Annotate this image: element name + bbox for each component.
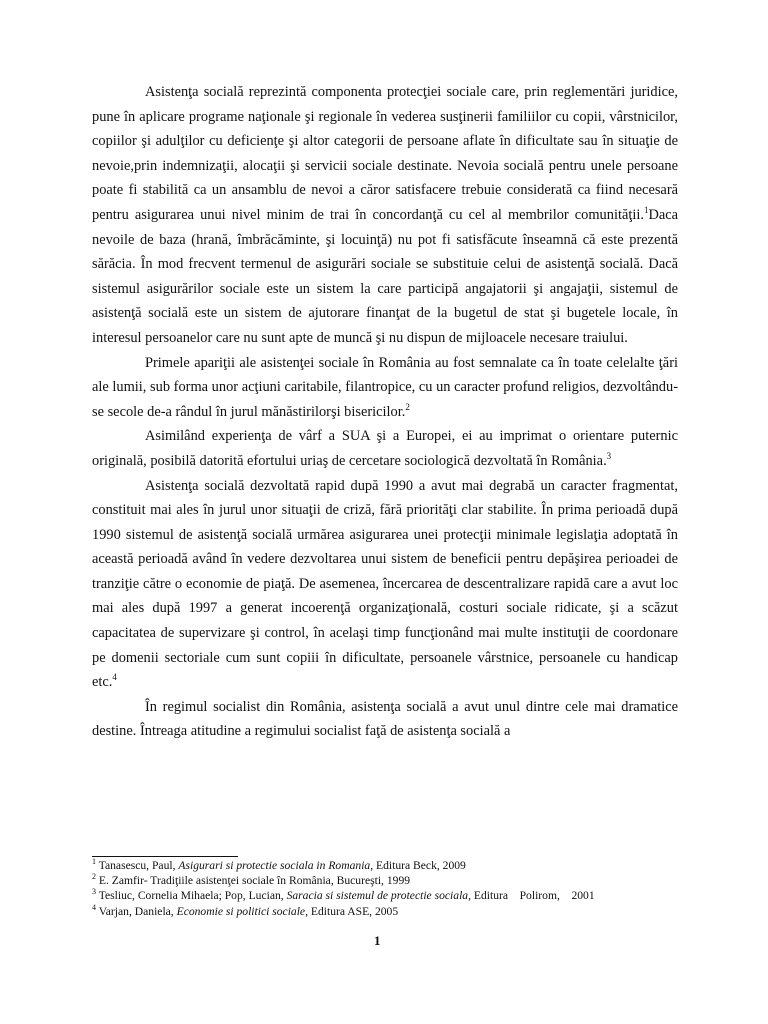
paragraph-text: Daca nevoile de baza (hrană, îmbrăcăminte, şi locuinţă) nu pot fi satisfăcute înseamnă că este prezentă sărăcia. În mod frecvent termenul de asigurări sociale se substituie celui de asistenţă socială. Dacă sistemul asigurărilor sociale este un sistem la care participă angajatorii şi angajaţii, sistemul de asistenţă socială este un sistem de ajutorare finanţat de la bugetul de stat şi bugetele locale, în interesul persoanelor care nu sunt apte de muncă şi nu dispun de mijloacele necesare traiului. [92, 206, 678, 346]
paragraph-text: Primele apariţii ale asistenţei sociale în România au fost semnalate ca în toate celelalte ţări ale lumii, sub forma unor acţiuni caritabile, filantropice, cu un caracter profund religios, dezvoltându-se secole de-a rândul în jurul mănăstirilorşi bisericilor. [92, 354, 678, 420]
page-number: 1 [374, 933, 381, 948]
footnote [92, 858, 692, 873]
footnote-text: Editura ASE, 2005 [307, 904, 399, 918]
paragraph-text: Asistenţa socială reprezintă componenta protecţiei sociale care, prin reglementări juridice, pune în aplicare programe naţionale şi regionale în vederea susţinerii familiilor cu copii, vârstnicilor, copiilor şi adulţilor cu deficienţe şi altor categorii de persoane aflate în dificultate sau în situaţie de nevoie,prin indemnizaţii, alocaţii şi servicii sociale destinate. Nevoia socială pentru unele persoane poate fi stabilită ca un ansamblu de nevoi a căror satisfacere trebuie considerată ca fiind necesară pentru asigurarea unui nivel minim de trai în concordanţă cu cel al membrilor comunităţii. [92, 84, 678, 223]
footnote-separator [92, 856, 238, 857]
footnote [92, 888, 692, 903]
footnote-number: 1 [92, 857, 96, 867]
paragraph [92, 474, 678, 695]
footnote-text: Editura Polirom, 2001 [470, 889, 595, 903]
footnote-reference: 2 [405, 401, 410, 412]
footnote-text: , Editura Beck, 2009 [370, 859, 466, 872]
footnote-reference: 1 [643, 205, 649, 216]
footnote-number: 2 [92, 872, 96, 882]
footnote-title: Economie si politici sociale, [176, 904, 308, 918]
footnote-number: 4 [92, 902, 96, 912]
footnote-title: Asigurari si protectie sociala in Romania [178, 859, 371, 872]
paragraph-text: Asistenţa socială dezvoltată rapid după 1990 a avut mai degrabă un caracter fragmentat, constituit mai ales în jurul unor situaţii de criză, fără priorităţi clar stabilite. În prima perioadă după 1990 sistemul de asistenţă socială urmărea asigurarea unei protecţii minimale legislaţia adoptată în această perioadă având în vedere dezvoltarea unui sistem de beneficii pentru depăşirea perioadei de tranziţie către o economie de piaţă. De asemenea, încercarea de descentralizare rapidă care a avut loc mai ales după 1997 a generat incoerenţă organizaţională, costuri sociale ridicate, şi a scăzut capacitatea de supervizare şi control, în acelaşi timp funcţionând mai multe instituţii de coordonare pe domenii sectoriale cum sunt copiii în dificultate, persoanele vârstnice, persoanele cu handicap etc. [92, 477, 678, 691]
paragraph [92, 695, 678, 744]
footnote-title: Saracia si sistemul de protectie sociala, [286, 889, 471, 903]
footnote-text: E. Zamfir- Tradiţiile asistenţei sociale în România, Bucureşti, 1999 [98, 874, 411, 888]
body-text [92, 80, 678, 744]
footnote [92, 873, 692, 888]
paragraph [92, 351, 678, 425]
paragraph-text: În regimul socialist din România, asistenţa socială a avut unul dintre cele mai dramatice destine. Întreaga atitudine a regimului socialist faţă de asistenţa socială a [92, 698, 678, 740]
paragraph [92, 80, 678, 351]
paragraph [92, 424, 678, 473]
footnotes [92, 858, 692, 919]
footnote-number: 3 [92, 887, 96, 897]
footnote-reference: 3 [606, 451, 612, 462]
footnote-text: Varjan, Daniela, [98, 904, 177, 918]
footnote-text: Tesliuc, Cornelia Mihaela; Pop, Lucian, [98, 889, 287, 903]
footnote [92, 904, 692, 919]
footnote-text: Tanasescu, Paul, [98, 859, 179, 872]
footnote-reference: 4 [112, 672, 117, 683]
paragraph-text: Asimilând experienţa de vârf a SUA şi a Europei, ei au imprimat o orientare puternic originală, posibilă datorită efortului uriaş de cercetare sociologică dezvoltată în România. [92, 428, 678, 469]
